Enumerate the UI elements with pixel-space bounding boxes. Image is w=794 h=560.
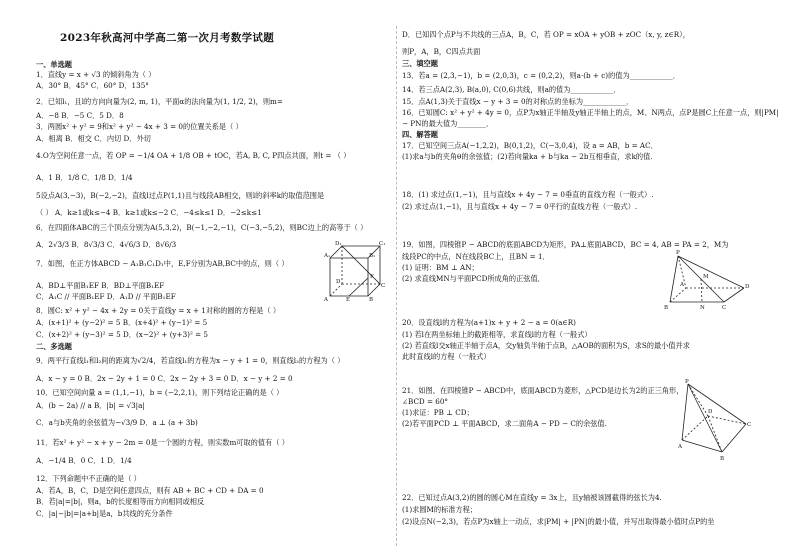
segment-mn <box>701 279 702 302</box>
choice-line: D．已知四个点P与不共线的三点A，B，C，若 OP = xOA + yOB + zOC（x, y, z∈R）， <box>402 30 690 39</box>
cube-label: B <box>369 297 374 303</box>
choice-line: A．相离 B．相交 C．内切 D．外切 <box>36 134 151 143</box>
question-line: (1)求圆M的标准方程； <box>402 505 478 514</box>
section-heading: 二、多选题 <box>36 342 72 351</box>
choice-line: A．x − y = 0 B．2x − 2y + 1 = 0 C．2x − 2y + 3 = 0 D．x − y + 2 = 0 <box>36 374 293 383</box>
choice-line: A．BD⊥平面B₁EF B．BD⊥平面B₁EF <box>36 281 165 290</box>
question-line: (2)若平面PCD ⊥ 平面ABCD，求二面角A − PD − C的余弦值. <box>402 419 607 428</box>
section-heading: 三、填空题 <box>402 59 438 68</box>
cube-label: F <box>370 274 374 280</box>
choice-line: C．|a|−|b|=|a+b|是a，b共线的充分条件 <box>36 509 173 518</box>
pyramid-label: A <box>678 444 682 450</box>
section-heading: 一、单选题 <box>36 60 72 69</box>
pyramid-label: P <box>685 379 689 385</box>
cube-edge <box>330 246 342 258</box>
right-column <box>402 0 779 560</box>
question-line: 2．已知l₁，且l的方向向量为(2, m, 1)，平面α的法向量为(1, 1/2, 2)，则m= <box>36 97 283 106</box>
question-line: 1．直线y = x + √3 的倾斜角为（ ） <box>36 70 156 79</box>
question-line: 14．若三点A(2,3), B(a,0), C(0,6)共线，则a的值为____________． <box>402 85 621 94</box>
question-line: 10．已知空间向量 a = (1,1,−1)，b = (−2,2,1)，则下列结论正确的是（ ） <box>36 388 284 397</box>
question-line: (2) 求直线MN与平面PCD所成角的正弦值． <box>402 274 545 283</box>
choice-line: A．1 B．1/8 C．1/8 D．1/4 <box>36 173 133 182</box>
choice-line: A．若A，B，C，D是空间任意四点，则有 AB + BC + CD + DA = 0 <box>36 486 264 495</box>
question-line: 7．如图，在正方体ABCD − A₁B₁C₁D₁中，E,F分别为AB,BC中的点，则（ ） <box>36 259 289 268</box>
cube-label: A₁ <box>324 253 331 259</box>
choice-line: C．a与b夹角的余弦值为−√3/9 D．a ⊥ (a + 3b) <box>36 418 198 427</box>
cube-label: E <box>346 297 351 303</box>
question-line: (1)求证：PB ⊥ CD； <box>402 408 474 417</box>
question-line: 21．如图，在四棱锥P − ABCD中，底面ABCD为菱形，△PCD是边长为2的正三角形， <box>402 386 684 395</box>
question-line: (1) 证明：BM ⊥ AN； <box>402 263 479 272</box>
question-line: 5设点A(3,−3)，B(−2,−2)，直线l过点P(1,1)且与线段AB相交，则l的斜率k的取值范围是 <box>36 191 325 200</box>
cube-segment-ef <box>349 278 368 296</box>
question-line: 12．下列命题中不正确的是（ ） <box>36 474 141 483</box>
pyramid-figure-21 <box>678 378 752 464</box>
choice-line: A．(b − 2a) // a B．|b| = √3|a| <box>36 401 145 410</box>
question-line: 17．已知空间三点A(−1,2,2)，B(0,1,2)，C(−3,0,4)，设 a = AB，b = AC． <box>402 141 658 150</box>
question-line: 11．若x² + y² − x + y − 2m = 0是一个圆的方程，则实数m可取的值有（ ） <box>36 438 289 447</box>
choice-line: A．(x+1)² + (y−2)² = 5 B．(x+4)² + (y−1)² = 5 <box>36 318 208 327</box>
cube-edge <box>368 284 380 296</box>
cube-label: C <box>381 283 386 289</box>
pyramid-label: B <box>720 456 725 462</box>
choice-line: A．−8 B．−5 C．5 D．8 <box>36 111 124 120</box>
pyramid-figure-19 <box>664 248 750 310</box>
question-line: 6．在四面体ABC的三个顶点分别为A(5,3,2)，B(−1,−2,−1)，C(−3,−5,2)，则BC边上的高等于（ ） <box>36 223 368 232</box>
question-line: (1)求a与b的夹角θ的余弦值；(2)若向量ka + b与ka − 2b互相垂直，求k的值. <box>402 152 653 161</box>
question-line: 15．点A(1,3)关于直线x − y + 3 = 0的对称点的坐标为____________． <box>402 97 634 106</box>
question-line: (1) 若l在两坐标轴上的截距相等，求直线l的方程（一般式） <box>402 330 592 339</box>
choice-line: A．2√3/3 B．8√3/3 C．4√6/3 D．8√6/3 <box>36 240 177 249</box>
question-line: − PN的最大值为________． <box>402 119 494 128</box>
pyramid-label: C <box>722 305 727 311</box>
edge-cd <box>724 288 744 302</box>
cube-label: D₁ <box>335 241 342 247</box>
column-divider <box>396 26 397 546</box>
question-line: 16．已知圆C: x² + y² + 4y = 0，点P为x轴正半轴及y轴正半轴上的点，M、N两点，点P是圆C上任意一点，则|PM| <box>402 108 779 117</box>
cube-figure <box>324 240 386 302</box>
choice-line: A．−1/4 B．0 C．1 D．1/4 <box>36 456 132 465</box>
cube-label: C₁ <box>379 241 386 247</box>
question-line: 19．如图，四棱锥P − ABCD的底面ABCD为矩形，PA⊥底面ABCD，BC = 4, AB = PA = 2，M为 <box>402 240 729 249</box>
question-line: 18．(1) 求过点(1,−1)，且与直线x + 4y − 7 = 0垂直的直线方程（一般式）. <box>402 190 654 199</box>
cube-label: B₁ <box>369 253 376 259</box>
edge-pd <box>688 384 708 416</box>
diagonal-bd <box>708 416 722 452</box>
choice-line: C．(x+2)² + (y−3)² = 5 D．(x−2)² + (y+3)² = 5 <box>36 330 209 339</box>
question-line: (2) 若直线l交x轴正半轴于点A，交y轴负半轴于点B，△AOB的面积为S，求S的最小值并求 <box>402 341 690 350</box>
question-line: 13．若a = (2,3,−1)，b = (2,0,3)，c = (0,2,2)，则a·(b + c)的值为____________． <box>402 71 680 80</box>
question-line: 3．两圆x² + y² = 9和x² + y² − 4x + 3 = 0的位置关系是（ ） <box>36 122 243 131</box>
pyramid-label: B <box>664 305 669 311</box>
question-line: 8．圆C: x² + y² − 4x + 2y = 0关于直线y = x + 1对称的圆的方程是（ ） <box>36 306 281 315</box>
question-line: 9．两平行直线l₁和l₂间的距离为√2/4，若直线l₁的方程为x − y + 1 = 0，则直线l₂的方程为（ ） <box>36 356 345 365</box>
section-heading: 四、解答题 <box>402 130 438 139</box>
choice-line: A．30° B．45° C．60° D．135° <box>36 81 149 90</box>
cube-label: D <box>336 279 341 285</box>
cube-label: A <box>324 297 328 303</box>
question-line: 20．设直线l的方程为(a+1)x + y + 2 − a = 0(a∈R) <box>402 318 576 327</box>
pyramid-label: P <box>676 250 680 256</box>
edge-ab <box>682 440 722 452</box>
edge-ad <box>682 416 708 440</box>
question-line: ∠BCD = 60° <box>402 397 449 406</box>
page-title: 2023年秋高河中学高二第一次月考数学试题 <box>60 32 275 44</box>
left-column <box>36 0 392 560</box>
choice-line: B．若|a|=|b|，则a，b的长度相等而方向相同或相反 <box>36 497 205 506</box>
question-line: 22．已知过点A(3,2)的圆的圆心M在直线y = 3x上，且y轴被该圆截得的弦长为4. <box>402 493 662 502</box>
choice-line: 则P，A，B，C四点共面 <box>402 47 481 56</box>
cube-hidden-edge <box>330 284 342 296</box>
question-line: 此时直线l的方程（一般式） <box>402 352 491 361</box>
edge-pa <box>682 384 688 440</box>
question-line: (2) 求过点(1,−1)，且与直线x + 4y − 7 = 0平行的直线方程（一般式）. <box>402 202 638 211</box>
edge-pd <box>678 256 744 288</box>
pyramid-label: M <box>703 274 709 280</box>
edge-bc <box>722 424 746 452</box>
pyramid-label: C <box>747 422 752 428</box>
question-line: 线段PC的中点，N在线段BC上，且BN = 1． <box>402 252 550 261</box>
choice-line: （ ） A．k≥1或k≤−4 B．k≥1或k≤−2 C．−4≤k≤1 D．−2≤k≤1 <box>36 208 262 217</box>
pyramid-label: A <box>680 282 684 288</box>
question-line: 4.O为空间任意一点，若 OP = −1/4 OA + 1/8 OB + tOC，若A, B, C, P四点共面，则t = （ ） <box>36 151 351 160</box>
pyramid-label: N <box>700 305 705 311</box>
choice-line: C．A₁C // 平面B₁EF D．A₁D // 平面B₁EF <box>36 292 176 301</box>
question-line: (2)设点N(−2,3)，若点P为x轴上一动点，求|PM| + |PN|的最小值，并写出取得最小值时点P的坐 <box>402 517 715 526</box>
edge-pa <box>670 256 678 302</box>
pyramid-label: D <box>745 284 750 290</box>
pyramid-label: D <box>708 409 713 415</box>
